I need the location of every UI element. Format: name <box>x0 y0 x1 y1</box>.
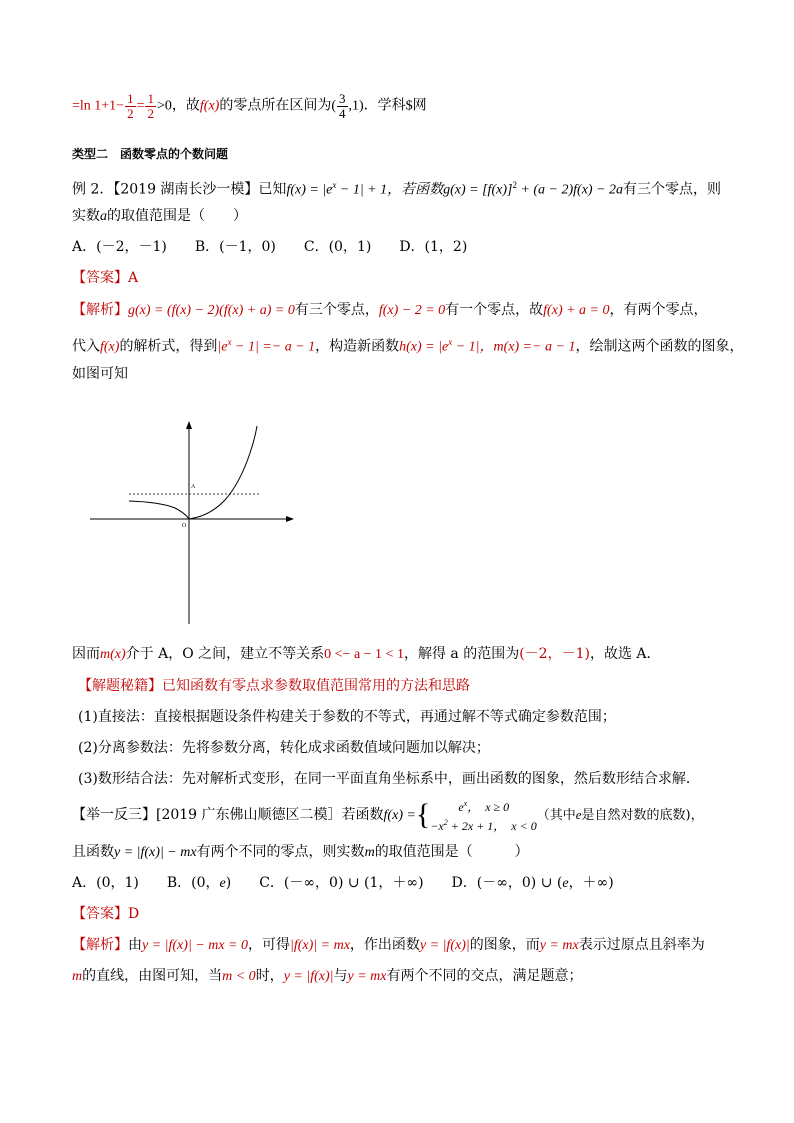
example2-options: A．(－2，－1) B．(－1，0) C．(0，1) D．(1，2) <box>72 239 468 255</box>
answer-1: 【答案】A <box>72 270 139 286</box>
tips-item-2: (2)分离参数法：先将参数分离，转化成求函数值域问题加以解决； <box>78 740 490 756</box>
section-title: 类型二 函数零点的个数问题 <box>72 147 229 161</box>
analysis-1-line3: 如图可知 <box>72 366 128 382</box>
fraction-half: $\frac{1}{2}$ <box>127 91 134 121</box>
example2-line1: 例 2．【2019 湖南长沙一模】已知$f(x) = |e^x - 1| + 1$，若函数$g(x) = [f(x)]^2 + (a - 2)f(x) - 2a$有三个零点，则 <box>72 180 722 198</box>
piecewise-cases: $e^x$， x ≥ 0 $-x^2 + 2x + 1$， x < 0 <box>430 799 537 833</box>
tips-item-1: (1)直接法：直接根据题设条件构建关于参数的不等式，再通过解不等式确定参数范围； <box>78 709 616 725</box>
label-A: A <box>191 484 196 490</box>
analysis-1-line2: 代入f(x)的解析式，得到$|e^x - 1| =- a - 1$，构造新函数$h(x) = |e^x - 1|$，m(x) =− a − 1，绘制这两个函数的图象， <box>72 337 744 355</box>
x-axis-arrow-icon <box>286 516 294 522</box>
continuation-line: =ln 1+1− $\frac{1}{2}$ = $\frac{1}{2}$ >0，故f(x)的零点所在区间为( $\frac{3}{4}$ ,1)．学科$网 <box>72 91 427 121</box>
y-axis-arrow-icon <box>186 421 192 429</box>
curve-left <box>129 501 189 519</box>
answer-2: 【答案】D <box>72 906 140 922</box>
brace: { <box>415 798 431 831</box>
fraction-half-2: $\frac{1}{2}$ <box>147 91 154 121</box>
equation-part: =ln 1+1− <box>72 98 125 114</box>
function-graph <box>85 418 300 628</box>
example3-line2: 且函数y = |f(x)| − mx有两个不同的零点，则实数m的取值范围是（ ） <box>72 844 529 860</box>
tips-title: 【解题秘籍】已知函数有零点求参数取值范围常用的方法和思路 <box>78 678 470 694</box>
example2-line2: 实数a的取值范围是（ ） <box>72 208 247 224</box>
analysis-1-line1: 【解析】g(x) = (f(x) − 2)(f(x) + a) = 0有三个零点，f(x) − 2 = 0有一个零点，故f(x) + a = 0，有两个零点， <box>72 302 708 318</box>
tips-item-3: (3)数形结合法：先对解析式变形，在同一平面直角坐标系中，画出函数的图象，然后数形结合求解． <box>78 771 700 787</box>
fraction-three-quarters: $\frac{3}{4}$ <box>339 91 346 121</box>
watermark: 学科$网 <box>377 98 427 114</box>
example3-options: A．(0，1) B．(0，e) C．(－∞，0) ∪ (1，＋∞) D．(－∞，0) ∪ (e，＋∞) <box>72 875 614 891</box>
curve-right <box>189 426 257 519</box>
conclusion-1: 因而m(x)介于 A，O 之间，建立不等关系0 <− a − 1 < 1，解得 a 的范围为(－2，－1)，故选 A． <box>72 646 661 662</box>
label-O: O <box>182 523 187 529</box>
analysis-2-line1: 【解析】由y = |f(x)| − mx = 0，可得|f(x)| = mx，作出函数y = |f(x)|的图象，而y = mx表示过原点且斜率为 <box>72 937 705 953</box>
analysis-2-line2: m的直线，由图可知，当m < 0时，y = |f(x)|与y = mx有两个不同的交点，满足题意； <box>72 968 583 984</box>
example3-line1: 【举一反三】[2019 广东佛山顺德区二模］若函数f(x) ={ $e^x$， x ≥ 0 $-x^2 + 2x + 1$， x < 0 （其中e是自然对数的底数)， <box>72 798 704 833</box>
